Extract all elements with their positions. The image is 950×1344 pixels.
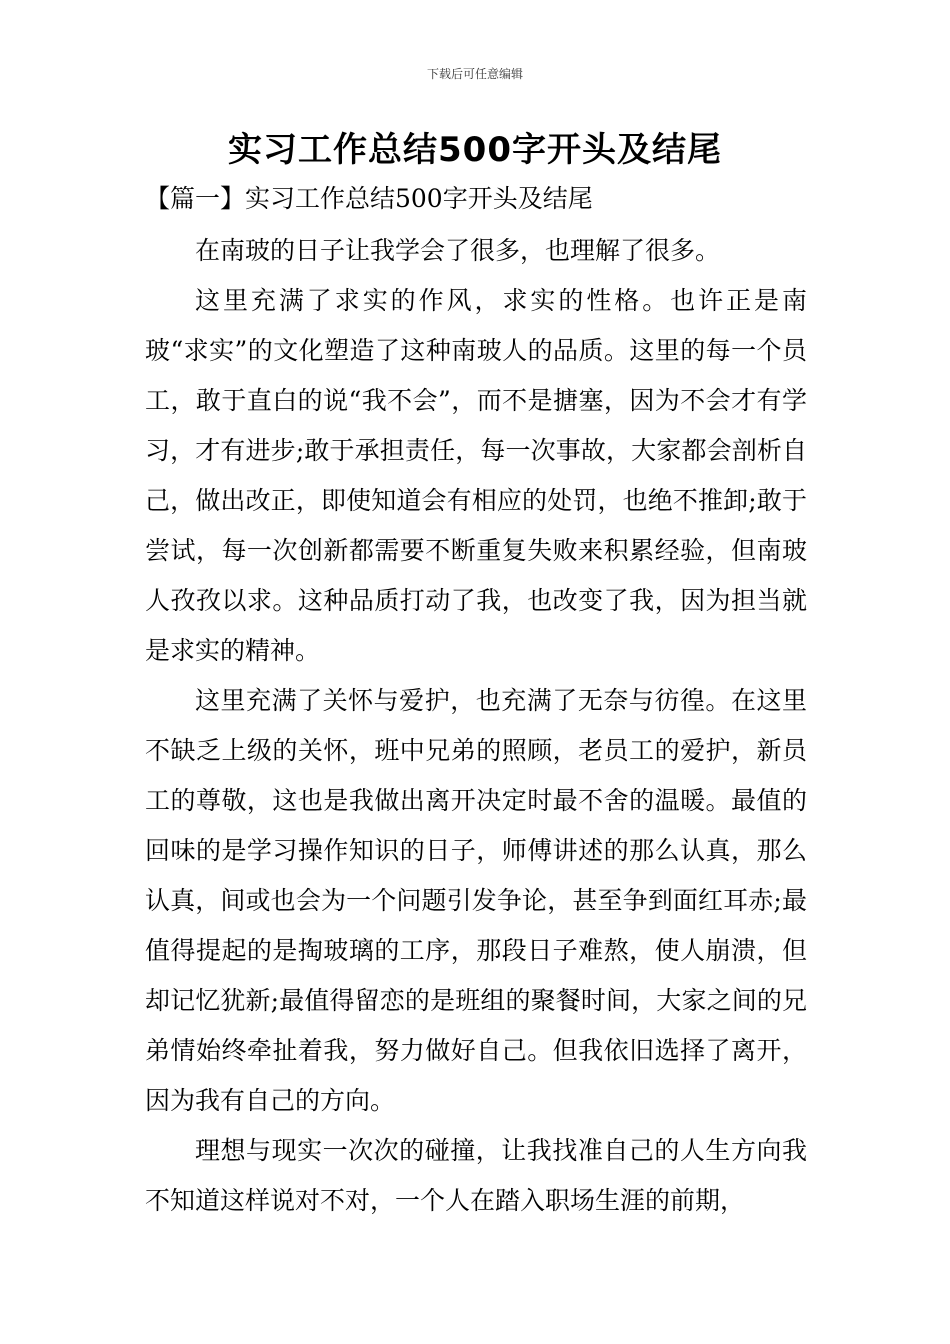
paragraph-1: 在南玻的日子让我学会了很多，也理解了很多。 [195, 236, 721, 265]
paragraph-2: 这里充满了求实的作风，求实的性格。也许正是南玻“求实”的文化塑造了这种南玻人的品质。这里的每一个员工，敢于直白的说“我不会”，而不是搪塞，因为不会才有学习，才有进步;敢于承担责任，每一次事故，大家都会剖析自己，做出改正，即使知道会有相应的处罚，也绝不推卸;敢于尝试，每一次创新都需要不断重复失败来积累经验，但南玻人孜孜以求。这种品质打动了我，也改变了我，因为担当就是求实的精神。 [145, 286, 807, 665]
paragraph-4: 理想与现实一次次的碰撞，让我找准自己的人生方向我不知道这样说对不对，一个人在踏入职场生涯的前期， [145, 1136, 807, 1215]
section-heading: 【篇一】实习工作总结500字开头及结尾 [145, 184, 593, 213]
document-title: 实习工作总结500字开头及结尾 [228, 130, 722, 170]
document-body [145, 226, 807, 1226]
header-note: 下载后可任意编辑 [426, 67, 523, 81]
paragraph-3: 这里充满了关怀与爱护，也充满了无奈与彷徨。在这里不缺乏上级的关怀，班中兄弟的照顾，老员工的爱护，新员工的尊敬，这也是我做出离开决定时最不舍的温暖。最值的回味的是学习操作知识的日子，师傅讲述的那么认真，那么认真，间或也会为一个问题引发争论，甚至争到面红耳赤;最值得提起的是掏玻璃的工序，那段日子难熬，使人崩溃，但却记忆犹新;最值得留恋的是班组的聚餐时间，大家之间的兄弟情始终牵扯着我，努力做好自己。但我依旧选择了离开，因为我有自己的方向。 [145, 686, 807, 1115]
